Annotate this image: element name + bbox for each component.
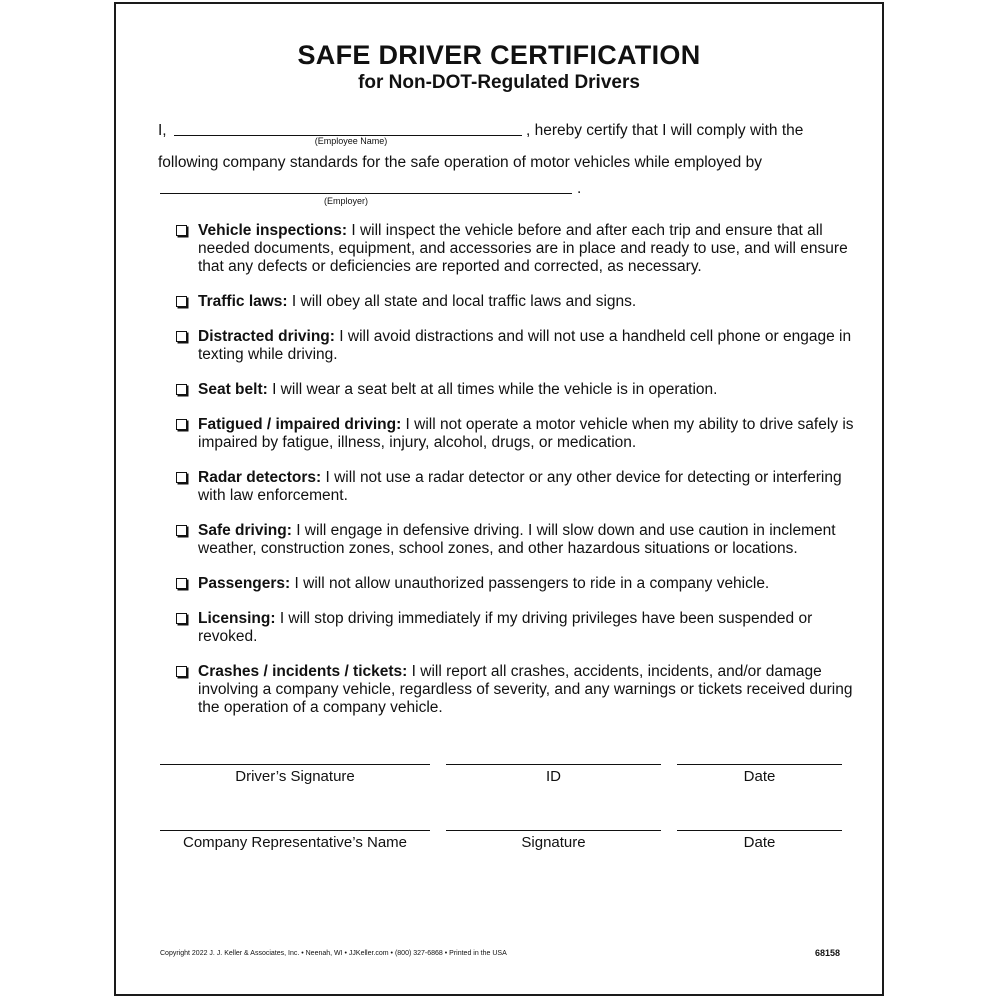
checklist-item-crashes-incidents-tickets	[176, 663, 856, 717]
checkbox-icon[interactable]	[176, 525, 187, 536]
checklist-item-seat-belt	[176, 381, 856, 399]
form-title: SAFE DRIVER CERTIFICATION	[297, 40, 701, 70]
item-text: I will report all crashes, accidents, incidents, and/or damage involving a company vehicle, regardless of severity, and any warnings or tickets received during the operation of a company vehicle.	[198, 663, 853, 716]
intro-prefix: I,	[158, 122, 167, 139]
checkbox-icon[interactable]	[176, 613, 187, 624]
checklist-item-fatigued-impaired-driving	[176, 416, 856, 452]
item-title: Vehicle inspections:	[198, 222, 348, 239]
item-text: I will wear a seat belt at all times while the vehicle is in operation.	[267, 381, 718, 398]
item-title: Radar detectors:	[198, 469, 322, 486]
item-title: Fatigued / impaired driving:	[198, 416, 402, 433]
company-rep-signature-label: Signature	[521, 834, 586, 851]
employee-name-caption: (Employee Name)	[314, 136, 388, 146]
standards-checklist	[176, 222, 856, 734]
driver-id-field[interactable]	[446, 764, 661, 765]
employer-caption: (Employer)	[323, 196, 368, 206]
checkbox-icon[interactable]	[176, 472, 187, 483]
form-number: 68158	[814, 948, 840, 958]
checkbox-icon[interactable]	[176, 296, 187, 307]
checklist-item-distracted-driving	[176, 328, 856, 364]
checklist-item-radar-detectors	[176, 469, 856, 505]
item-text: I will obey all state and local traffic laws and signs.	[287, 293, 637, 310]
employer-field[interactable]	[160, 193, 572, 194]
item-title: Crashes / incidents / tickets:	[198, 663, 408, 680]
intro-standards-text: following company standards for the safe operation of motor vehicles while employed by	[158, 154, 762, 171]
item-title: Licensing:	[198, 610, 276, 627]
checkbox-icon[interactable]	[176, 331, 187, 342]
checkbox-icon[interactable]	[176, 666, 187, 677]
company-rep-name-label: Company Representative’s Name	[183, 834, 407, 851]
item-text: I will engage in defensive driving. I will slow down and use caution in inclement weather, construction zones, school zones, and other hazardous situations or locations.	[198, 522, 836, 557]
item-title: Distracted driving:	[198, 328, 335, 345]
item-title: Passengers:	[198, 575, 291, 592]
checkbox-icon[interactable]	[176, 419, 187, 430]
copyright-footer: Copyright 2022 J. J. Keller & Associates, Inc. • Neenah, WI • JJKeller.com • (800) 327-6868 • Printed in the USA	[160, 950, 507, 957]
checkbox-icon[interactable]	[176, 384, 187, 395]
company-rep-name-field[interactable]	[160, 830, 430, 831]
item-text: I will not allow unauthorized passengers to ride in a company vehicle.	[290, 575, 770, 592]
employer-period: .	[577, 180, 582, 197]
company-rep-date-label: Date	[743, 834, 776, 851]
item-text: I will not use a radar detector or any other device for detecting or interfering with law enforcement.	[198, 469, 842, 504]
intro-certify-text: , hereby certify that I will comply with the	[526, 122, 804, 139]
item-title: Traffic laws:	[198, 293, 288, 310]
driver-signature-label: Driver’s Signature	[235, 768, 355, 785]
item-title: Safe driving:	[198, 522, 292, 539]
driver-date-label: Date	[743, 768, 776, 785]
checklist-item-safe-driving	[176, 522, 856, 558]
form-subtitle: for Non-DOT-Regulated Drivers	[358, 72, 640, 93]
checklist-item-passengers	[176, 575, 856, 593]
item-title: Seat belt:	[198, 381, 268, 398]
company-rep-signature-field[interactable]	[446, 830, 661, 831]
checkbox-icon[interactable]	[176, 225, 187, 236]
driver-signature-field[interactable]	[160, 764, 430, 765]
checkbox-icon[interactable]	[176, 578, 187, 589]
checklist-item-vehicle-inspections	[176, 222, 856, 276]
driver-id-label: ID	[546, 768, 561, 785]
item-text: I will avoid distractions and will not use a handheld cell phone or engage in texting while driving.	[198, 328, 852, 363]
certification-form-page	[114, 2, 884, 996]
driver-date-field[interactable]	[677, 764, 842, 765]
company-rep-date-field[interactable]	[677, 830, 842, 831]
checklist-item-licensing	[176, 610, 856, 646]
item-text: I will not operate a motor vehicle when my ability to drive safely is impaired by fatigue, illness, injury, alcohol, drugs, or medication.	[198, 416, 854, 451]
item-text: I will inspect the vehicle before and after each trip and ensure that all needed documents, equipment, and accessories are in place and ready to use, and will ensure that any defects or deficiencies are reported and corrected, as necessary.	[198, 222, 848, 275]
item-text: I will stop driving immediately if my driving privileges have been suspended or revoked.	[198, 610, 813, 645]
checklist-item-traffic-laws	[176, 293, 856, 311]
